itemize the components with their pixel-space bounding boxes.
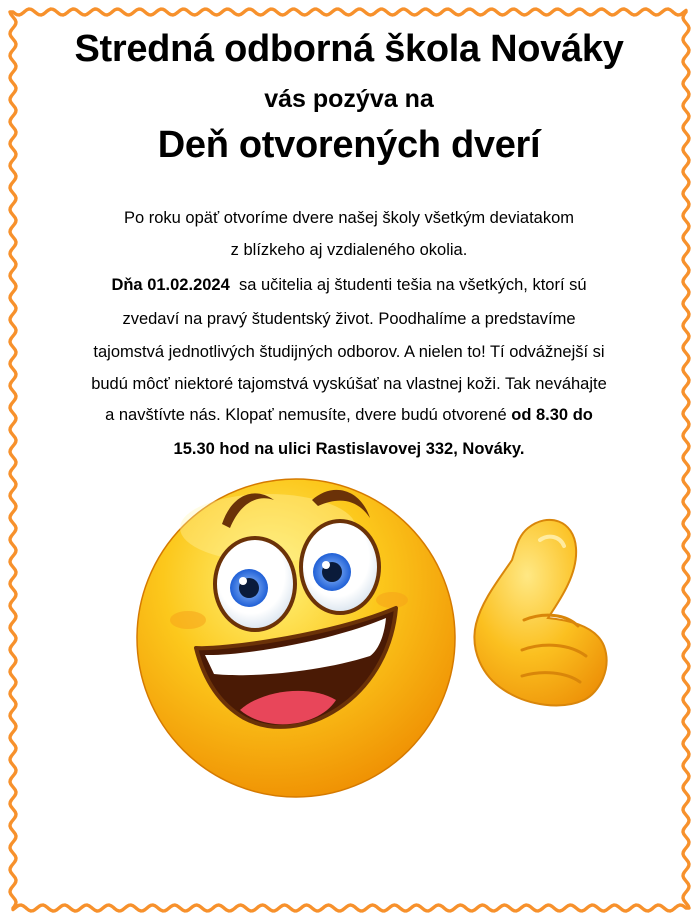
body-line-3-text: sa učitelia aj študenti tešia na všetkých, ktorí sú [238, 276, 587, 294]
body-line-4: zvedaví na pravý študentský život. Poodhalíme a predstavíme [122, 310, 576, 328]
body-line-7-text: a navštívte nás. Klopať nemusíte, dvere budú otvorené [105, 406, 507, 424]
opening-time: od 8.30 do [511, 406, 593, 424]
event-title: Deň otvorených dverí [157, 124, 541, 166]
body-line-5: tajomstvá jednotlivých študijných odborov. A nielen to! Tí odvážnejší si [93, 343, 605, 361]
event-date: Dňa 01.02.2024 [111, 276, 230, 294]
invitation-subtitle: vás pozýva na [264, 85, 434, 113]
body-line-1: Po roku opäť otvoríme dvere našej školy všetkým deviatakom [123, 209, 575, 227]
school-name-title: Stredná odborná škola Nováky [74, 28, 624, 70]
body-line-6: budú môcť niektoré tajomstvá vyskúšať na vlastnej koži. Tak neváhajte [91, 375, 607, 393]
body-line-8: 15.30 hod na ulici Rastislavovej 332, Nováky. [173, 440, 525, 458]
body-line-2: z blízkeho aj vzdialeného okolia. [230, 241, 468, 259]
